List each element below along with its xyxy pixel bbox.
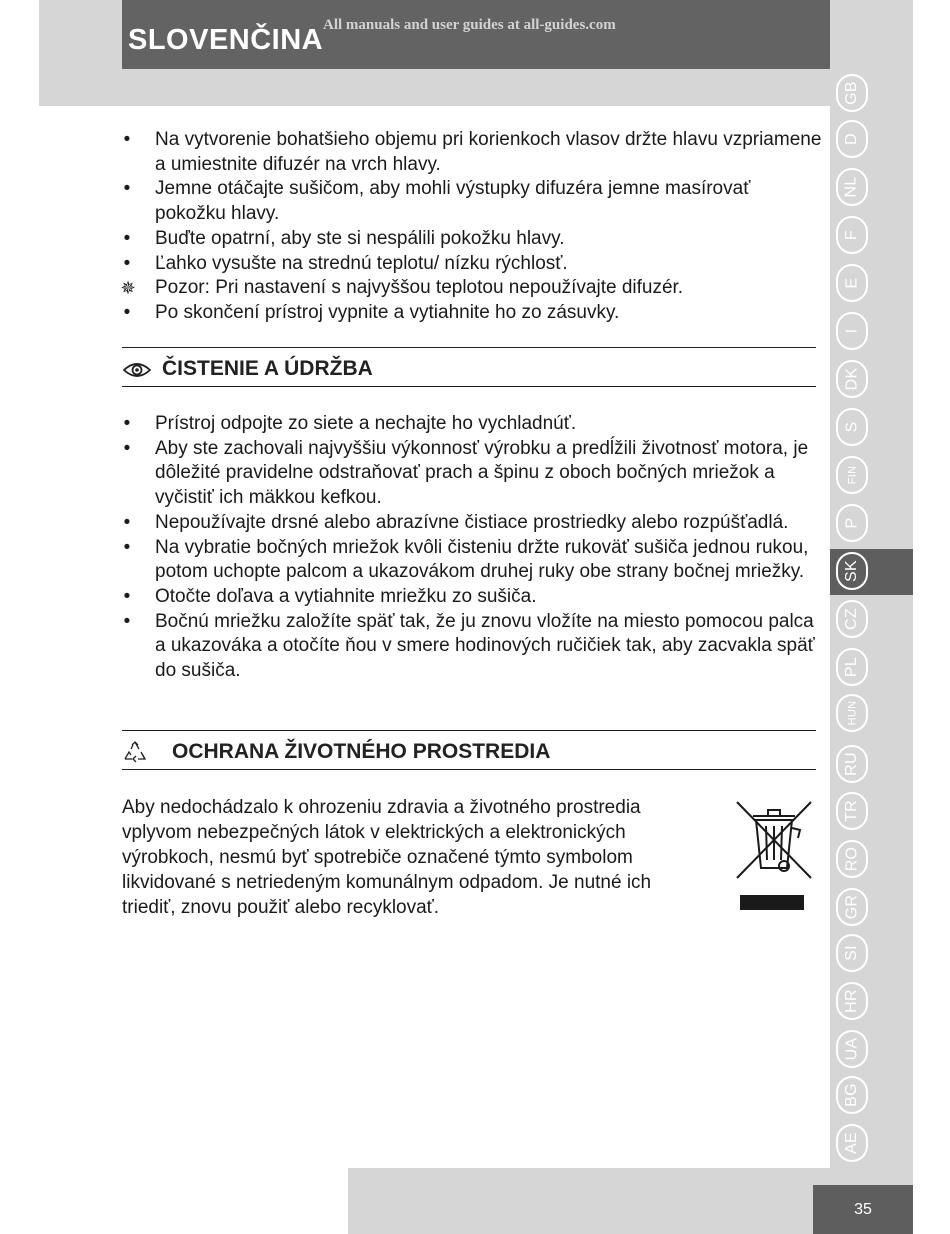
language-tab-label: E [842,277,860,289]
language-tab-label: SI [843,945,860,961]
language-tab-label: F [842,229,860,241]
language-tab-hr[interactable] [836,982,868,1020]
language-tab-fin[interactable] [836,456,868,494]
eye-icon [122,361,152,379]
language-tab-label: FIN [846,465,858,485]
language-tab-label: TR [843,800,860,822]
section-rule [122,347,816,348]
language-tab-label: AE [842,1132,860,1154]
environment-text: Aby nedochádzalo k ohrozeniu zdravia a životného prostredia vplyvom nebezpečných látok v elektrických a elektronických výrobkoch, nesmú byť spotrebiče označené týmto symbolom likvidované s netriedeným komunálnym odpadom. Je nutné ich triediť, znovu použiť alebo recyklovať. [122,797,652,918]
section-rule [122,386,816,387]
list-item: • Bočnú mriežku založíte späť tak, že ju znovu vložíte na miesto pomocou palca a ukazováka a otočíte ňou v smere hodinových ručičiek tak, aby zacvakla späť do sušiča. [123,610,815,682]
language-tab-label: D [842,133,860,145]
language-tab-label: NL [843,176,860,198]
language-tab-p[interactable] [836,504,868,542]
list-item: • Buďte opatrní, aby ste si nespálili pokožku hlavy. [123,227,565,249]
language-tab-label: GB [843,81,860,105]
language-tab-s[interactable] [836,408,868,446]
language-tab-ru[interactable] [836,745,868,783]
language-tab-ua[interactable] [836,1030,868,1068]
list-item: ✵ Pozor: Pri nastavení s najvyššou teplotou nepoužívajte difuzér. [122,276,822,301]
language-tab-pl[interactable] [836,648,868,686]
cleaning-title: ČISTENIE A ÚDRŽBA [162,357,373,380]
watermark: All manuals and user guides at all-guides.com [323,17,616,33]
list-item: • Aby ste zachovali najvyššiu výkonnosť výrobku a predĺžili životnosť motora, je dôležité pravidelne odstraňovať prach a špinu z oboch bočných mriežok a vyčistiť ich mäkkou kefkou. [123,437,809,509]
list-item: • Na vybratie bočných mriežok kvôli čisteniu držte rukoväť sušiča jednou rukou, potom uchopte palcom a ukazovákom druhej ruky obe strany bočnej mriežky. [123,536,809,583]
warning-star-icon: ✵ [120,278,136,299]
language-tab-d[interactable] [836,120,868,158]
cleaning-list [122,412,822,684]
usage-list [122,128,822,326]
list-item: • Nepoužívajte drsné alebo abrazívne čistiace prostriedky alebo rozpúšťadlá. [123,511,789,533]
language-tab-hun[interactable] [836,694,868,732]
language-tab-label: HUN [845,700,858,726]
section-rule [122,730,816,731]
list-item: • Ľahko vysušte na strednú teplotu/ nízku rýchlosť. [123,252,568,274]
list-item: • Na vytvorenie bohatšieho objemu pri korienkoch vlasov držte hlavu vzpriamene a umiestnite difuzér na vrch hlavy. [123,129,822,175]
language-tab-e[interactable] [836,264,868,302]
recycle-icon [123,741,147,765]
language-tab-label: RU [843,752,860,776]
crossed-out-wheelie-bin-icon [734,798,814,912]
language-tab-label: SK [842,560,860,582]
page-title: SLOVENČINA [128,24,324,56]
language-tab-label: BG [843,1083,860,1107]
language-tab-gr[interactable] [836,888,868,926]
language-tab-sk[interactable] [836,552,868,590]
language-tab-label: CZ [843,608,860,630]
list-item: • Otočte doľava a vytiahnite mriežku zo sušiča. [123,585,537,607]
language-tab-si[interactable] [836,934,868,972]
list-item: • Prístroj odpojte zo siete a nechajte ho vychladnúť. [123,413,577,434]
page-number: 35 [813,1185,913,1234]
language-tab-f[interactable] [836,216,868,254]
language-tab-label: RO [842,846,860,872]
language-tab-label: GR [842,894,860,920]
language-tab-label: P [842,517,860,529]
language-tab-dk[interactable] [836,360,868,398]
language-tab-label: HR [843,989,860,1013]
language-tab-label: DK [842,367,860,391]
language-tab-tr[interactable] [836,792,868,830]
language-tab-ae[interactable] [836,1124,868,1162]
section-rule [122,769,816,770]
language-tab-nl[interactable] [836,168,868,206]
language-tab-label: I [843,328,860,334]
language-tab-label: PL [842,656,860,678]
language-tab-i[interactable] [836,312,868,350]
language-tab-ro[interactable] [836,840,868,878]
language-tab-cz[interactable] [836,600,868,638]
language-tab-label: UA [842,1037,860,1061]
environment-title: OCHRANA ŽIVOTNÉHO PROSTREDIA [172,740,551,763]
language-tab-gb[interactable] [836,74,868,112]
language-tab-label: S [842,421,860,433]
list-item: • Jemne otáčajte sušičom, aby mohli výstupky difuzéra jemne masírovať pokožku hlavy. [123,178,751,225]
language-tab-bg[interactable] [836,1076,868,1114]
list-item: • Po skončení prístroj vypnite a vytiahnite ho zo zásuvky. [123,301,620,323]
